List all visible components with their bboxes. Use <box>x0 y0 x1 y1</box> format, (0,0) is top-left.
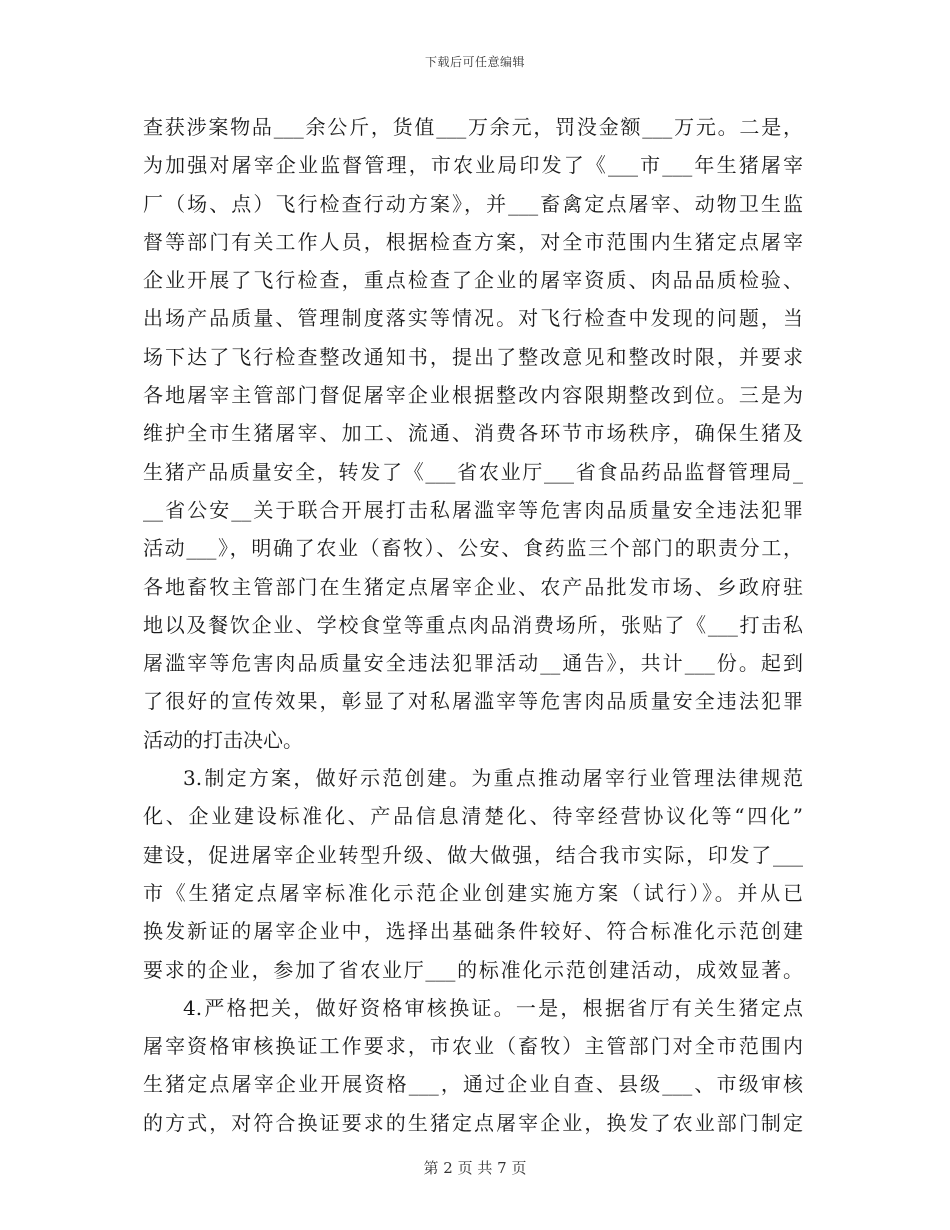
text-line: 屠滥宰等危害肉品质量安全违法犯罪活动__通告》，共计___份。起到 <box>143 651 803 676</box>
text-line: 维护全市生猪屠宰、加工、流通、消费各环节市场秩序，确保生猪及 <box>143 421 803 446</box>
text-line: 化、企业建设标准化、产品信息清楚化、待宰经营协议化等“四化” <box>143 804 803 829</box>
text-line: 企业开展了飞行检查，重点检查了企业的屠宰资质、肉品品质检验、 <box>143 268 803 293</box>
text-line: 屠宰资格审核换证工作要求，市农业（畜牧）主管部门对全市范围内 <box>143 1034 803 1059</box>
text-line: 督等部门有关工作人员，根据检查方案，对全市范围内生猪定点屠宰 <box>143 229 803 254</box>
text-line: 厂（场、点）飞行检查行动方案》，并___畜禽定点屠宰、动物卫生监 <box>143 191 803 216</box>
page-number-footer: 第 2 页 共 7 页 <box>423 1159 527 1177</box>
paragraph-heading-3: 3.制定方案，做好示范创建。为重点推动屠宰行业管理法律规范 <box>183 766 803 791</box>
text-line: 地以及餐饮企业、学校食堂等重点肉品消费场所，张贴了《___打击私 <box>143 612 803 637</box>
text-line: 市《生猪定点屠宰标准化示范企业创建实施方案（试行）》。并从已 <box>143 880 803 905</box>
body-text <box>143 108 803 1142</box>
text-line: 查获涉案物品___余公斤，货值___万余元，罚没金额___万元。二是， <box>143 115 803 139</box>
text-line: 换发新证的屠宰企业中，选择出基础条件较好、符合标准化示范创建 <box>143 919 803 944</box>
text-line: 建设，促进屠宰企业转型升级、做大做强，结合我市实际，印发了___ <box>143 842 803 867</box>
text-line: 要求的企业，参加了省农业厅___的标准化示范创建活动，成效显著。 <box>143 957 803 982</box>
text-line: 了很好的宣传效果，彰显了对私屠滥宰等危害肉品质量安全违法犯罪 <box>143 689 803 714</box>
text-line: 出场产品质量、管理制度落实等情况。对飞行检查中发现的问题，当 <box>143 306 803 331</box>
paragraph-heading-4: 4.严格把关，做好资格审核换证。一是，根据省厅有关生猪定点 <box>183 995 803 1020</box>
text-line: 活动___》，明确了农业（畜牧）、公安、食药监三个部门的职责分工， <box>143 536 803 561</box>
text-line: 生猪产品质量安全，转发了《___省农业厅___省食品药品监督管理局_ <box>143 459 803 484</box>
text-line: 生猪定点屠宰企业开展资格___，通过企业自查、县级___、市级审核 <box>143 1072 803 1097</box>
text-line: 各地屠宰主管部门督促屠宰企业根据整改内容限期整改到位。三是为 <box>143 383 803 408</box>
text-line: 的方式，对符合换证要求的生猪定点屠宰企业，换发了农业部门制定 <box>143 1110 803 1135</box>
text-line: 活动的打击决心。 <box>143 727 303 752</box>
text-line: 为加强对屠宰企业监督管理，市农业局印发了《___市___年生猪屠宰 <box>143 153 803 178</box>
text-line: __省公安__关于联合开展打击私屠滥宰等危害肉品质量安全违法犯罪 <box>143 497 803 522</box>
text-line: 场下达了飞行检查整改通知书，提出了整改意见和整改时限，并要求 <box>143 344 803 369</box>
page-header: 下载后可任意编辑 <box>424 55 525 69</box>
text-line: 各地畜牧主管部门在生猪定点屠宰企业、农产品批发市场、乡政府驻 <box>143 574 803 599</box>
